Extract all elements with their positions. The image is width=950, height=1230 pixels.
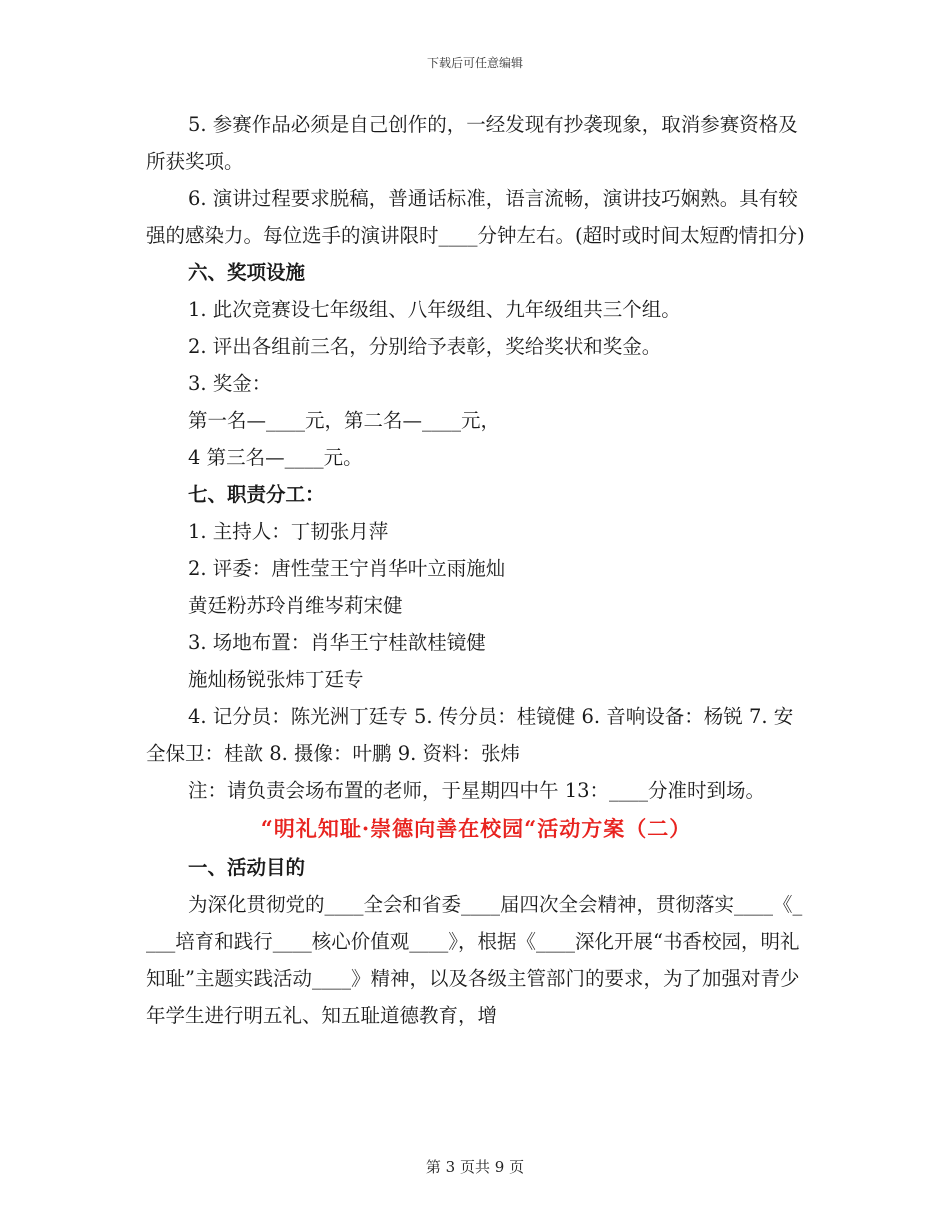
duty-host: 1. 主持人：丁韧张月萍: [188, 520, 389, 543]
page-number: 第 3 页共 9 页: [425, 1158, 525, 1176]
rule-5-paragraph: 5. 参赛作品必须是自己创作的，一经发现有抄袭现象，取消参赛资格及所获奖项。: [146, 113, 798, 173]
duty-others-paragraph: 4. 记分员：陈光洲丁廷专 5. 传分员：桂镜健 6. 音响设备：杨锐 7. 安全保卫：桂歆 8. 摄像：叶鹏 9. 资料：张炜: [146, 705, 794, 765]
section-heading-awards: 六、奖项设施: [188, 261, 306, 284]
prize-third: 4 第三名—____元。: [188, 446, 363, 469]
plan-two-title: “明礼知耻·崇德向善在校园“活动方案（二）: [260, 816, 692, 841]
duty-judges-cont: 黄廷粉苏玲肖维岑莉宋健: [188, 594, 403, 617]
prize-first-second: 第一名—____元，第二名—____元，: [188, 409, 501, 432]
duty-judges: 2. 评委：唐性莹王宁肖华叶立雨施灿: [188, 557, 506, 580]
purpose-paragraph: 为深化贯彻党的____全会和省委____届四次全会精神，贯彻落实____《____培育和践行____核心价值观____》，根据《____深化开展“书香校园，明礼知耻”主题实践活动____》精神，以及各级主管部门的要求，为了加强对青少年学生进行明五礼、知五耻道德教育，增: [146, 893, 803, 1027]
section-heading-duties: 七、职责分工：: [188, 483, 325, 506]
awards-item-1: 1. 此次竞赛设七年级组、八年级组、九年级组共三个组。: [188, 298, 681, 321]
rule-6-paragraph: 6. 演讲过程要求脱稿，普通话标准，语言流畅，演讲技巧娴熟。具有较强的感染力。每位选手的演讲限时____分钟左右。(超时或时间太短酌情扣分): [146, 187, 805, 247]
awards-item-3: 3. 奖金：: [188, 372, 272, 395]
awards-item-2: 2. 评出各组前三名，分别给予表彰，奖给奖状和奖金。: [188, 335, 662, 358]
duty-venue-cont: 施灿杨锐张炜丁廷专: [188, 668, 364, 691]
section-heading-purpose: 一、活动目的: [188, 856, 306, 879]
duty-venue: 3. 场地布置：肖华王宁桂歆桂镜健: [188, 631, 486, 654]
note-paragraph: 注：请负责会场布置的老师，于星期四中午 13：____分准时到场。: [188, 779, 766, 802]
document-body: [146, 106, 806, 1034]
header-note: 下载后可任意编辑: [426, 56, 523, 70]
